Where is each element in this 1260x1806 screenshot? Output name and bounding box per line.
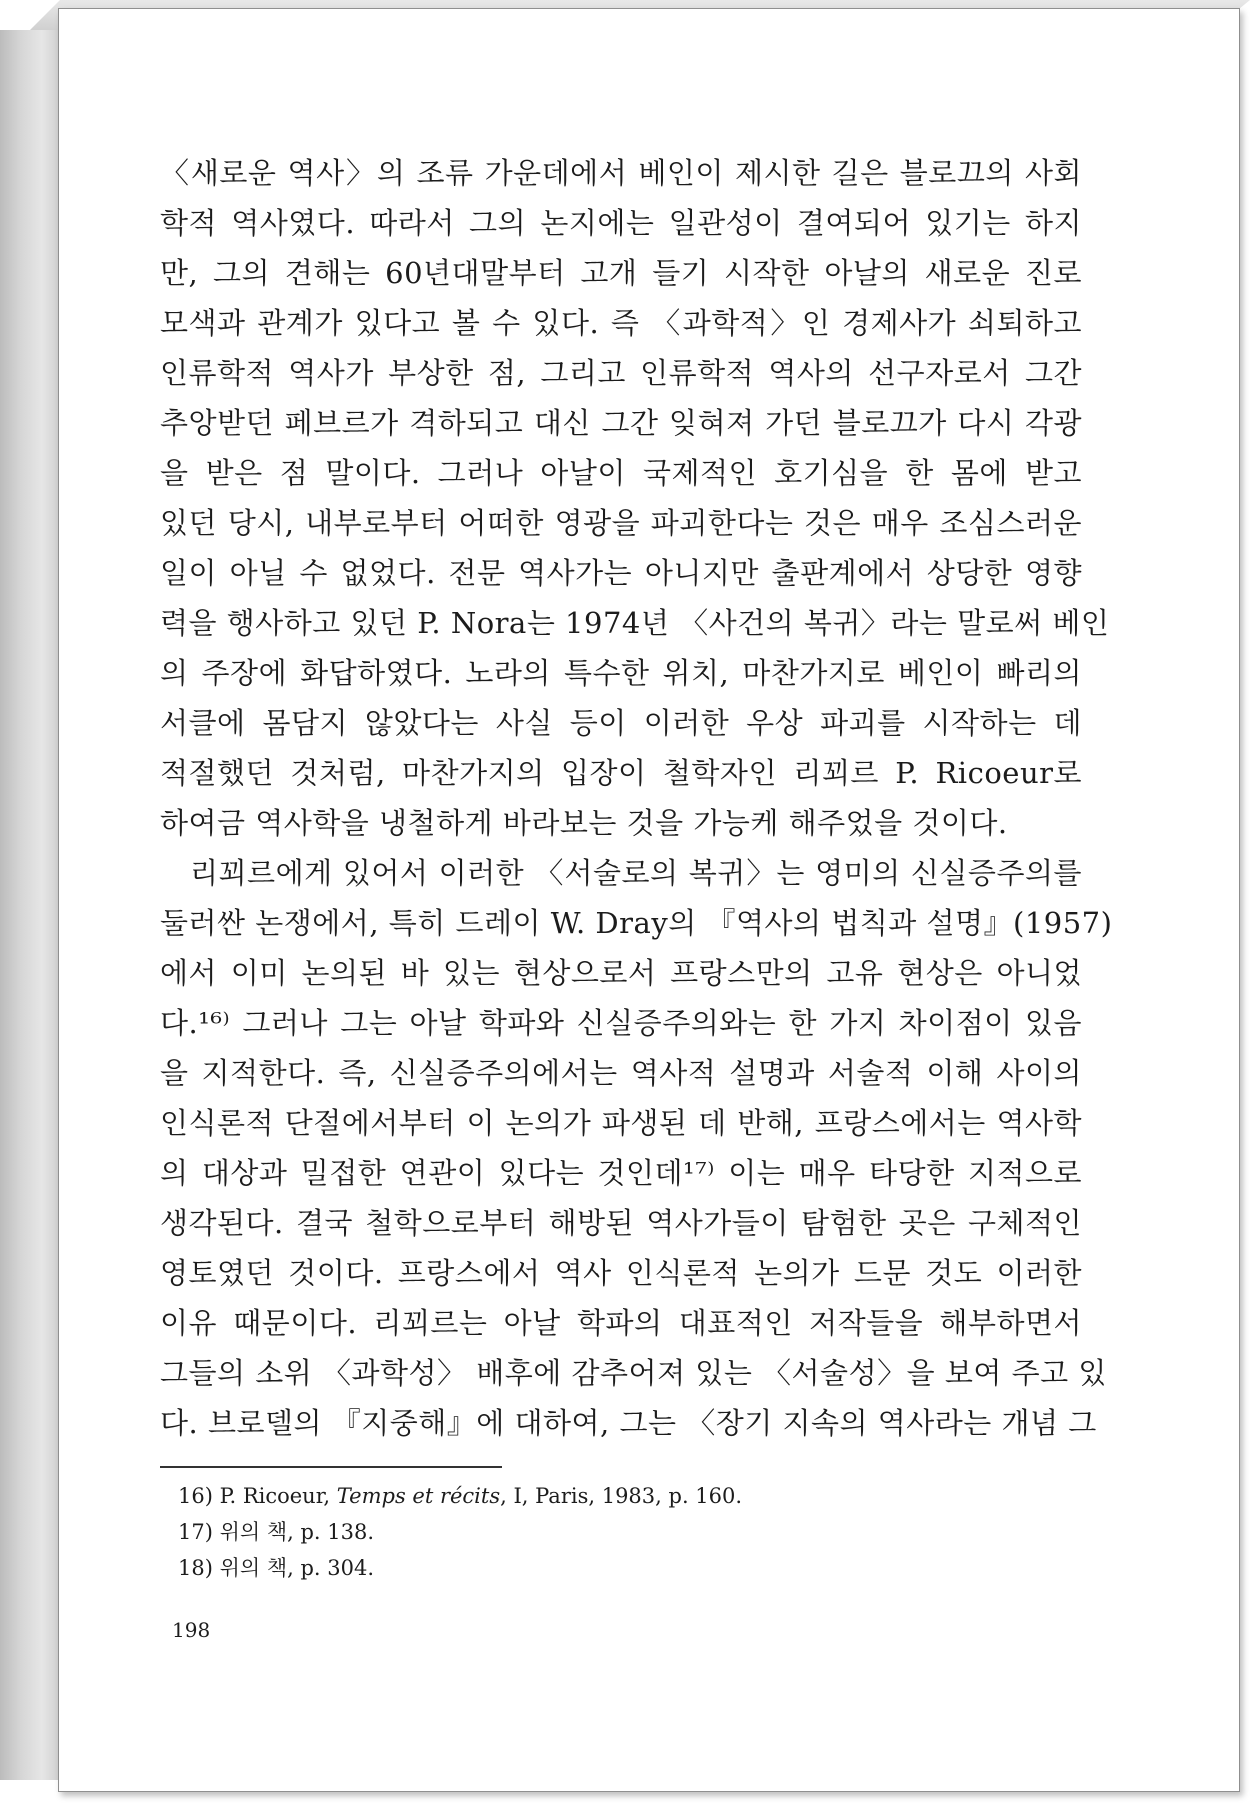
text-line: 모색과 관계가 있다고 볼 수 있다. 즉 〈과학적〉인 경제사가 쇠퇴하고 — [160, 306, 1082, 340]
text-line: 서클에 몸담지 않았다는 사실 등이 이러한 우상 파괴를 시작하는 데 — [160, 706, 1082, 740]
text-line: 둘러싼 논쟁에서, 특히 드레이 W. Dray의 『역사의 법칙과 설명』(1957) — [160, 906, 1113, 940]
text-line: 력을 행사하고 있던 P. Nora는 1974년 〈사건의 복귀〉라는 말로써 베인 — [160, 606, 1110, 640]
text-line: 인식론적 단절에서부터 이 논의가 파생된 데 반해, 프랑스에서는 역사학 — [160, 1106, 1082, 1140]
text-line: 있던 당시, 내부로부터 어떠한 영광을 파괴한다는 것은 매우 조심스러운 — [160, 506, 1082, 540]
footnote-divider — [160, 1466, 502, 1468]
text-line: 다.¹⁶⁾ 그러나 그는 아날 학파와 신실증주의와는 한 가지 차이점이 있음 — [160, 1006, 1082, 1040]
text-line: 다. 브로델의 『지중해』에 대하여, 그는 〈장기 지속의 역사라는 개념 그 — [160, 1406, 1097, 1440]
text-line: 에서 이미 논의된 바 있는 현상으로서 프랑스만의 고유 현상은 아니었 — [160, 956, 1082, 990]
text-line: 영토였던 것이다. 프랑스에서 역사 인식론적 논의가 드문 것도 이러한 — [160, 1256, 1082, 1290]
text-line: 의 주장에 화답하였다. 노라의 특수한 위치, 마찬가지로 베인이 빠리의 — [160, 656, 1082, 690]
text-line: 추앙받던 페브르가 격하되고 대신 그간 잊혀져 가던 블로끄가 다시 각광 — [160, 406, 1082, 440]
text-line: 리꾀르에게 있어서 이러한 〈서술로의 복귀〉는 영미의 신실증주의를 — [160, 856, 1082, 890]
text-line: 〈새로운 역사〉의 조류 가운데에서 베인이 제시한 길은 블로끄의 사회 — [160, 156, 1082, 190]
text-line: 일이 아닐 수 없었다. 전문 역사가는 아니지만 출판계에서 상당한 영향 — [160, 556, 1082, 590]
text-line: 그들의 소위 〈과학성〉 배후에 감추어져 있는 〈서술성〉을 보여 주고 있 — [160, 1356, 1107, 1390]
text-line: 의 대상과 밀접한 연관이 있다는 것인데¹⁷⁾ 이는 매우 타당한 지적으로 — [160, 1156, 1082, 1190]
footnote-16: 16) P. Ricoeur, Temps et récits, I, Paris, 1983, p. 160. — [178, 1484, 743, 1508]
book-spine-edge — [0, 30, 61, 1780]
text-line: 을 받은 점 말이다. 그러나 아날이 국제적인 호기심을 한 몸에 받고 — [160, 456, 1082, 490]
text-line: 인류학적 역사가 부상한 점, 그리고 인류학적 역사의 선구자로서 그간 — [160, 356, 1082, 390]
text-line: 만, 그의 견해는 60년대말부터 고개 들기 시작한 아날의 새로운 진로 — [160, 256, 1082, 290]
footnote-17: 17) 위의 책, p. 138. — [178, 1520, 375, 1544]
page-number: 198 — [172, 1618, 211, 1642]
text-line: 하여금 역사학을 냉철하게 바라보는 것을 가능케 해주었을 것이다. — [160, 806, 1008, 840]
footnotes — [178, 1478, 742, 1586]
text-line: 학적 역사였다. 따라서 그의 논지에는 일관성이 결여되어 있기는 하지 — [160, 206, 1082, 240]
text-line: 을 지적한다. 즉, 신실증주의에서는 역사적 설명과 서술적 이해 사이의 — [160, 1056, 1082, 1090]
text-line: 이유 때문이다. 리꾀르는 아날 학파의 대표적인 저작들을 해부하면서 — [160, 1306, 1082, 1340]
text-line: 적절했던 것처럼, 마찬가지의 입장이 철학자인 리꾀르 P. Ricoeur로 — [160, 756, 1082, 790]
footnote-18: 18) 위의 책, p. 304. — [178, 1556, 375, 1580]
body-text — [160, 148, 1113, 1448]
text-line: 생각된다. 결국 철학으로부터 해방된 역사가들이 탐험한 곳은 구체적인 — [160, 1206, 1082, 1240]
